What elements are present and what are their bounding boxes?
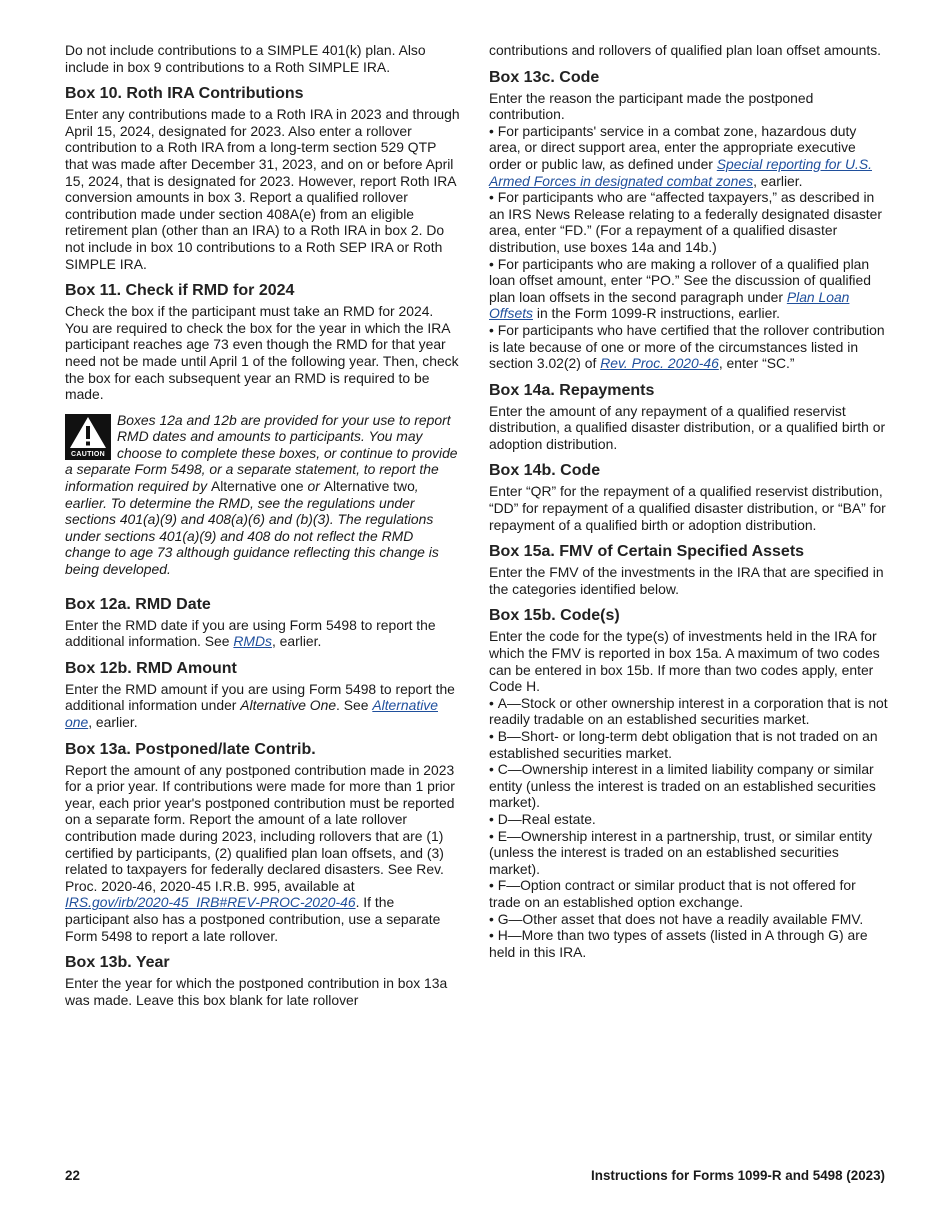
box12b-text: Enter the RMD amount if you are using Form 5498 to report the additional information under Alternative One. See Alternative one, earlier. — [65, 680, 455, 730]
box12a-heading: Box 12a. RMD Date — [65, 595, 211, 613]
rmds-link[interactable]: RMDs — [233, 633, 272, 650]
box13b-heading: Box 13b. Year — [65, 954, 170, 972]
box13c-bullet-combat-zone: • For participants' service in a combat zone, hazardous duty area, or direct support area, enter the appropriate executive order or public law, as defined under Special reporting for U.S. Armed Forces in designated combat zones, earlier. — [489, 123, 889, 189]
continuation-section — [489, 42, 889, 59]
box11-text: Check the box if the participant must take an RMD for 2024. You are required to check the box for the year in which the IRA participant reaches age 73 even though the RMD for that year need not be made until April 1 of the following year. Then, check the box for each subsequent year an RMD is required to be made. — [65, 303, 459, 403]
box15b-section — [489, 606, 889, 960]
document-title: Instructions for Forms 1099-R and 5498 (2023) — [591, 1168, 885, 1183]
box12a-text: Enter the RMD date if you are using Form 5498 to report the additional information. See RMDs, earlier. — [65, 616, 436, 650]
box11-heading: Box 11. Check if RMD for 2024 — [65, 282, 295, 300]
continuation-text: contributions and rollovers of qualified plan loan offset amounts. — [489, 42, 882, 58]
irs-gov-irb-link[interactable]: IRS.gov/irb/2020-45_IRB#REV-PROC-2020-46 — [65, 894, 356, 911]
box12a-section — [65, 595, 460, 650]
list-item: • H—More than two types of assets (listed in A through G) are held in this IRA. — [489, 927, 889, 960]
plan-loan-offsets-link[interactable]: Plan Loan Offsets — [489, 288, 850, 322]
box14a-heading: Box 14a. Repayments — [489, 381, 655, 399]
intro-text: Do not include contributions to a SIMPLE 401(k) plan. Also include in box 9 contributions to a Roth SIMPLE IRA. — [65, 42, 426, 75]
box10-text: Enter any contributions made to a Roth IRA in 2023 and through April 15, 2024, designated for 2023. Also enter a rollover contribution to a Roth IRA from a long-term section 529 QTP that was made after December 31, 2023, and on or before April 15, 2024, that is designated for 2023. However, report Roth IRA conversion amounts in box 3. Report a qualified rollover contribution made under section 408A(e) from an eligible retirement plan (other than an IRA) to a Roth IRA in box 2. Do not include in box 10 contributions to a Roth SEP IRA or Roth SIMPLE IRA. — [65, 106, 460, 272]
box13a-text: Report the amount of any postponed contribution made in 2023 for a prior year. If contributions were made for more than 1 prior year, each prior year's postponed contribution must be reported on a separate form. Report the amount of a late rollover contribution made during 2023, including rollovers that are (1) certified by participants, (2) qualified plan loan offsets, and (3) related to taxpayers for federally declared disasters. See Rev. Proc. 2020-46, 2020-45 I.R.B. 995, available at IRS.gov/irb/2020-45_IRB#REV-PROC-2020-46. If the participant also has a postponed contribution, use a separate Form 5498 to report a late rollover. — [65, 761, 455, 944]
box13b-text: Enter the year for which the postponed contribution in box 13a was made. Leave this box blank for late rollover — [65, 975, 448, 1008]
caution-icon — [65, 414, 111, 460]
box14b-heading: Box 14b. Code — [489, 462, 601, 480]
box14b-text: Enter “QR” for the repayment of a qualified reservist distribution, “DD” for repayment of a qualified disaster distribution, or “BA” for repayment of a qualified birth or adoption distribution. — [489, 483, 886, 533]
page-footer — [65, 1168, 885, 1183]
list-item: • E—Ownership interest in a partnership, trust, or similar entity (unless the interest is traded on an established securities market). — [489, 828, 889, 878]
box13c-section — [489, 68, 889, 372]
left-column — [65, 42, 460, 1017]
rev-proc-link[interactable]: Rev. Proc. 2020-46 — [600, 355, 719, 372]
box14a-text: Enter the amount of any repayment of a qualified reservist distribution, a qualified disaster distribution, or a qualified birth or adoption distribution. — [489, 402, 886, 452]
box14b-section — [489, 461, 889, 533]
box13c-intro: Enter the reason the participant made the postponed contribution. — [489, 89, 814, 123]
box15a-heading: Box 15a. FMV of Certain Specified Assets — [489, 543, 805, 561]
box13b-section — [65, 953, 460, 1008]
box12b-heading: Box 12b. RMD Amount — [65, 659, 237, 677]
caution-note — [65, 412, 460, 578]
list-item: • G—Other asset that does not have a readily available FMV. — [489, 911, 889, 928]
box11-section — [65, 281, 460, 403]
box13c-bullet-certified: • For participants who have certified that the rollover contribution is late because of one or more of the circumstances listed in section 3.02(2) of Rev. Proc. 2020-46, enter “SC.” — [489, 322, 889, 372]
box13a-heading: Box 13a. Postponed/late Contrib. — [65, 740, 316, 758]
box14a-section — [489, 381, 889, 453]
box13c-bullet-plan-loan: • For participants who are making a rollover of a qualified plan loan offset amount, enter “PO.” See the discussion of qualified plan loan offsets in the second paragraph under Plan Loan Offsets in the Form 1099-R instructions, earlier. — [489, 256, 889, 322]
box15b-intro: Enter the code for the type(s) of investments held in the IRA for which the FMV is reported in box 15a. A maximum of two codes can be entered in box 15b. If more than two codes apply, enter Code H. — [489, 628, 880, 695]
box15a-section — [489, 542, 889, 597]
box13c-bullet-affected: • For participants who are “affected taxpayers,” as described in an IRS News Release relating to a federally designated disaster area, enter “FD.” (For a repayment of a qualified disaster distribution, use boxes 14a and 14b.) — [489, 189, 889, 255]
right-column — [489, 42, 889, 969]
box13a-section — [65, 740, 460, 945]
intro-section — [65, 42, 460, 75]
list-item: • F—Option contract or similar product that is not offered for trade on an established option exchange. — [489, 877, 889, 910]
list-item: • B—Short- or long-term debt obligation that is not traded on an established securities market. — [489, 728, 889, 761]
list-item: • A—Stock or other ownership interest in a corporation that is not readily tradable on an established securities market. — [489, 695, 889, 728]
box12b-section — [65, 659, 460, 731]
special-reporting-link[interactable]: Special reporting for U.S. Armed Forces in designated combat zones — [489, 155, 872, 189]
box10-heading: Box 10. Roth IRA Contributions — [65, 85, 304, 103]
caution-label: CAUTION — [71, 450, 105, 458]
box13c-heading: Box 13c. Code — [489, 68, 600, 86]
box15a-text: Enter the FMV of the investments in the IRA that are specified in the categories identified below. — [489, 564, 884, 597]
list-item: • C—Ownership interest in a limited liability company or similar entity (unless the interest is traded on an established securities market). — [489, 761, 889, 811]
box15b-heading: Box 15b. Code(s) — [489, 607, 620, 625]
alternative-one-link[interactable]: Alternative one — [65, 697, 438, 730]
page-number: 22 — [65, 1168, 80, 1183]
list-item: • D—Real estate. — [489, 811, 889, 828]
caution-text: Boxes 12a and 12b are provided for your use to report RMD dates and amounts to participants. You may choose to complete these boxes, or continue to provide a separate Form 5498, or a separate statement, to report the information required by Alternative one or Alternative two, earlier. To determine the RMD, see the regulations under sections 401(a)(9) and 408(a)(6) and (b)(3). The regulations under sections 401(a)(9) and 408 do not reflect the RMD change to age 73 although guidance reflecting this change is being developed. — [65, 411, 458, 578]
box10-section — [65, 84, 460, 272]
